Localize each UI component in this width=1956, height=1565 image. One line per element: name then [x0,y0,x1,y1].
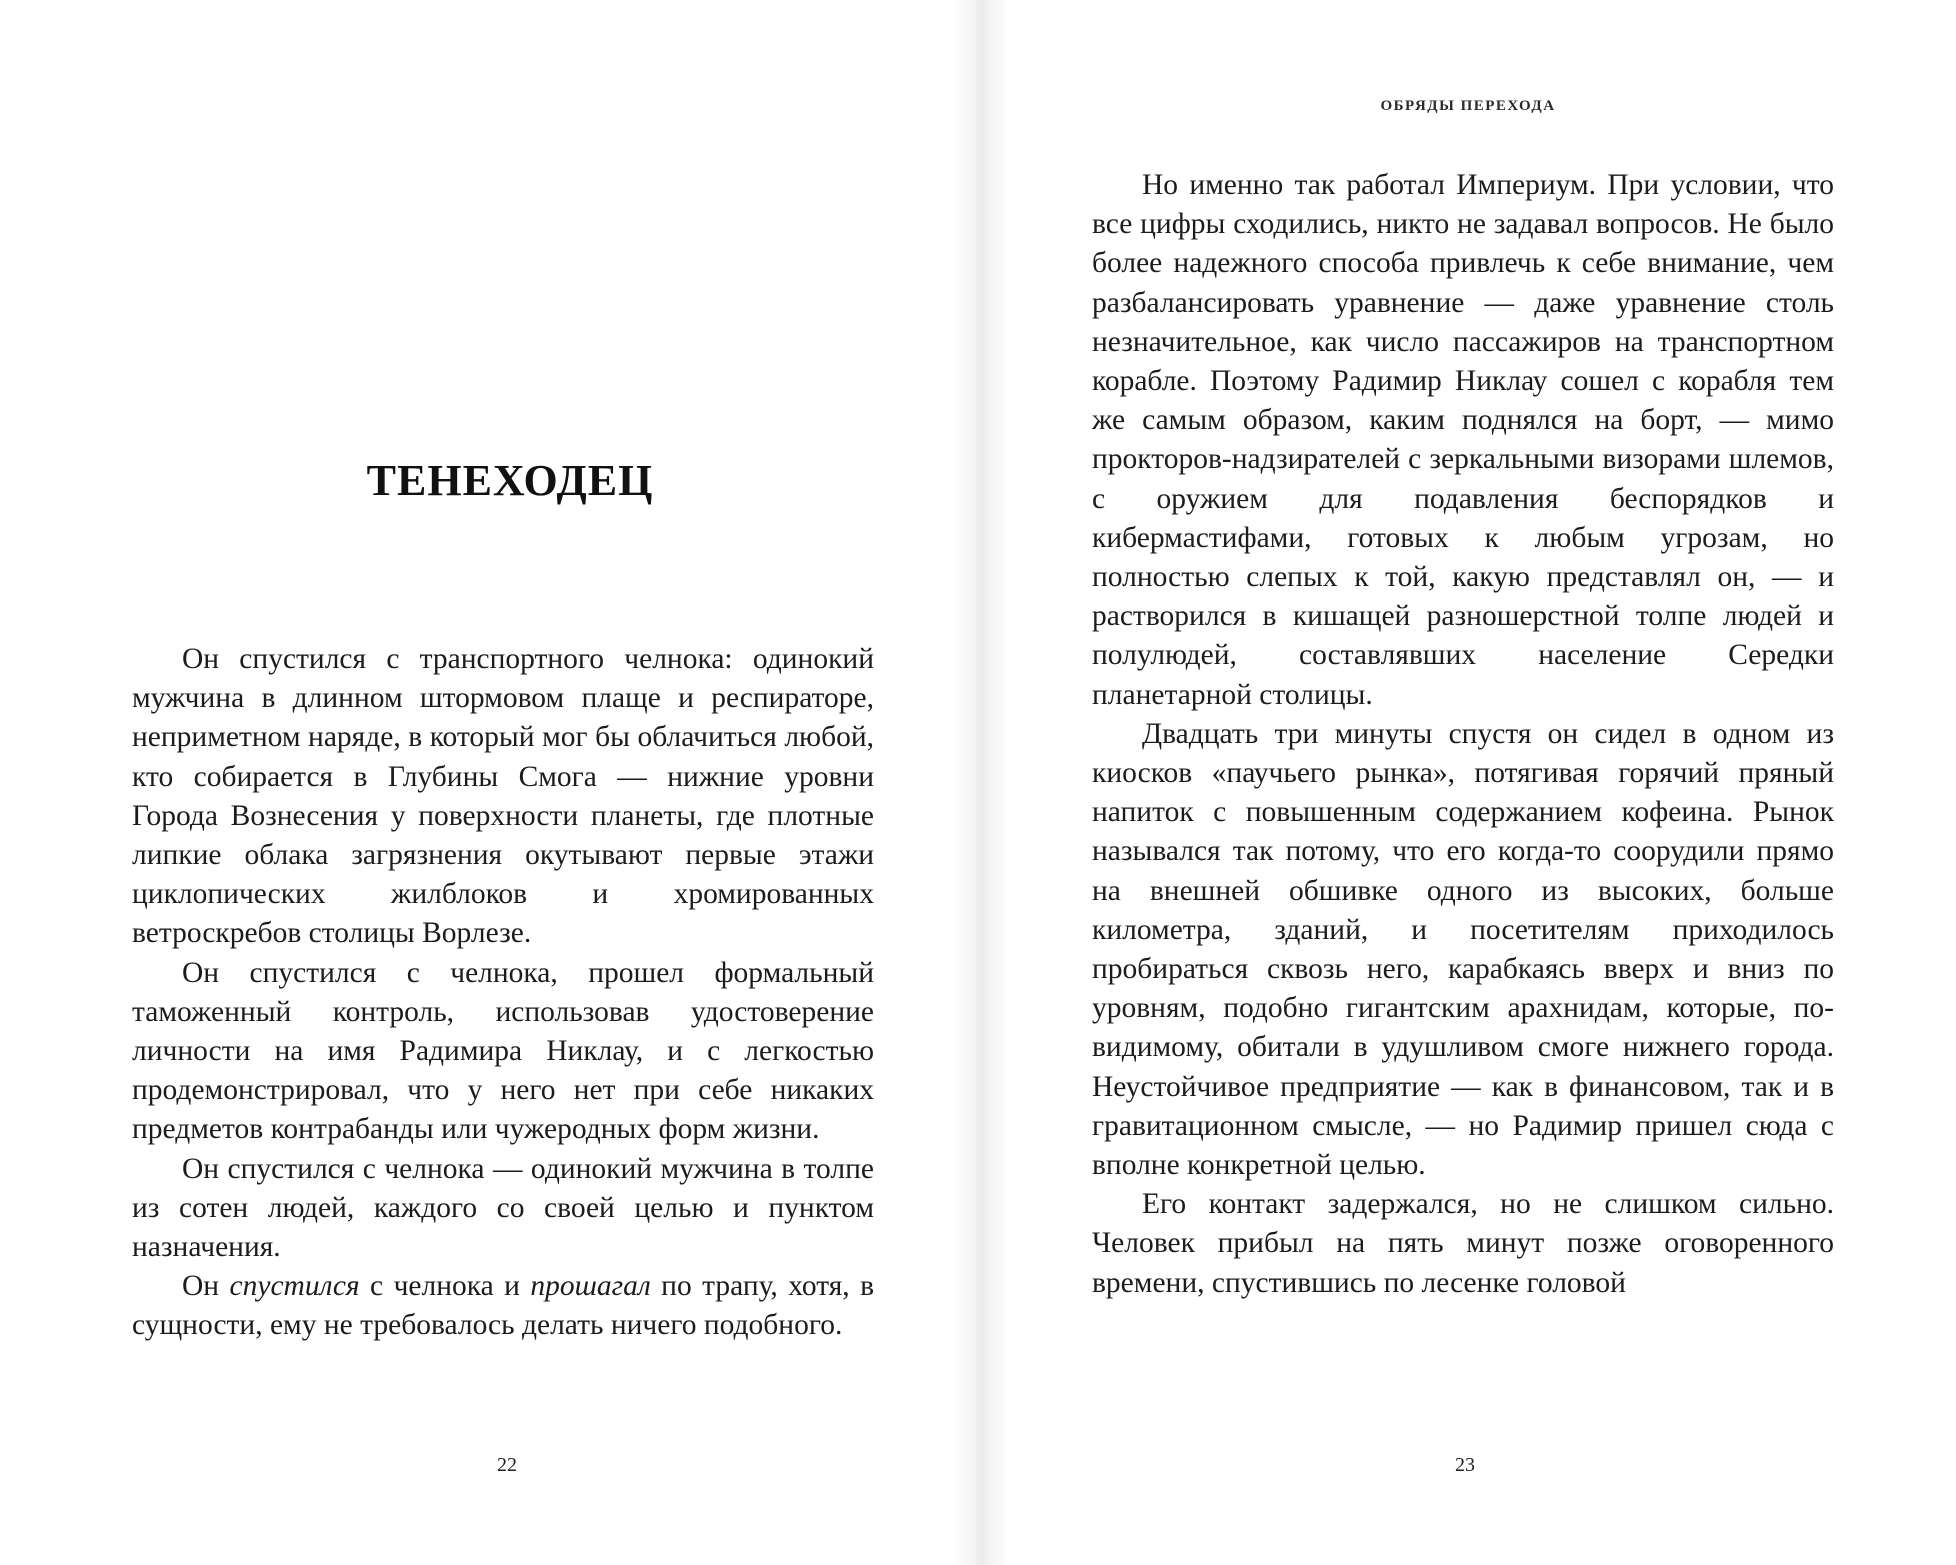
paragraph: Он спустился с транспортного челнока: одинокий мужчина в длинном штормовом плаще и респираторе, неприметном наряде, в который мог бы облачиться любой, кто собирается в Глубины Смога — нижние уровни Города Вознесения у поверхности планеты, где плотные липкие облака загрязнения окутывают первые этажи циклопических жилблоков и хромированных ветроскребов столицы Ворлезе. [132,643,874,950]
right-page-body [1092,166,1834,1303]
left-page [0,0,960,1565]
book-gutter [952,0,1012,1565]
paragraph: Но именно так работал Империум. При условии, что все цифры сходились, никто не задавал вопросов. Не было более надежного способа привлечь к себе внимание, чем разбалансировать уравнение — даже уравнение столь незначительное, как число пассажиров на транспортном корабле. Поэтому Радимир Никлау сошел с корабля тем же самым образом, каким поднялся на борт, — мимо прокторов-надзирателей с зеркальными визорами шлемов, с оружием для подавления беспорядков и кибермастифами, готовых к любым угрозам, но полностью слепых к той, какую представлял он, — и растворился в кишащей разношерстной толпе людей и полулюдей, составлявших население Середки планетарной столицы. [1092,169,1834,711]
running-head: ОБРЯДЫ ПЕРЕХОДА [1380,98,1556,114]
paragraph: Двадцать три минуты спустя он сидел в одном из киосков «паучьего рынка», потягивая горячий пряный напиток с повышенным содержанием кофеина. Рынок назывался так потому, что его когда-то соорудили прямо на внешней обшивке одного из высоких, больше километра, зданий, и посетителям приходилось пробираться сквозь него, карабкаясь вверх и вниз по уровням, подобно гигантским арахнидам, которые, по-видимому, обитали в удушливом смоге нижнего города. Неустойчивое предприятие — как в финансовом, так и в гравитационном смысле, — но Радимир пришел сюда с вполне конкретной целью. [1092,717,1834,1182]
text-run: Он [182,1270,230,1303]
text-run: по трапу, хотя, в сущности, ему не требовалось делать ничего подобного. [132,1270,874,1342]
page-number-left: 22 [497,1454,517,1476]
italic-text: спустился [229,1270,360,1303]
paragraph: Его контакт задержался, но не слишком сильно. Человек прибыл на пять минут позже оговоренного времени, спустившись по лесенке головой [1092,1188,1834,1299]
paragraph: Он спустился с челнока, прошел формальный таможенный контроль, использовав удостоверение личности на имя Радимира Никлау, и с легкостью продемонстрировал, что у него нет при себе никаких предметов контрабанды или чужеродных форм жизни. [132,956,874,1146]
paragraph [132,1267,874,1345]
text-run: с челнока и [359,1270,531,1303]
page-number-right: 23 [1455,1454,1475,1476]
chapter-title: ТЕНЕХОДЕЦ [366,456,654,505]
paragraph: Он спустился с челнока — одинокий мужчина в толпе из сотен людей, каждого со своей целью и пунктом назначения. [132,1152,874,1264]
left-page-body [132,640,874,1346]
italic-text: прошагал [530,1270,651,1303]
